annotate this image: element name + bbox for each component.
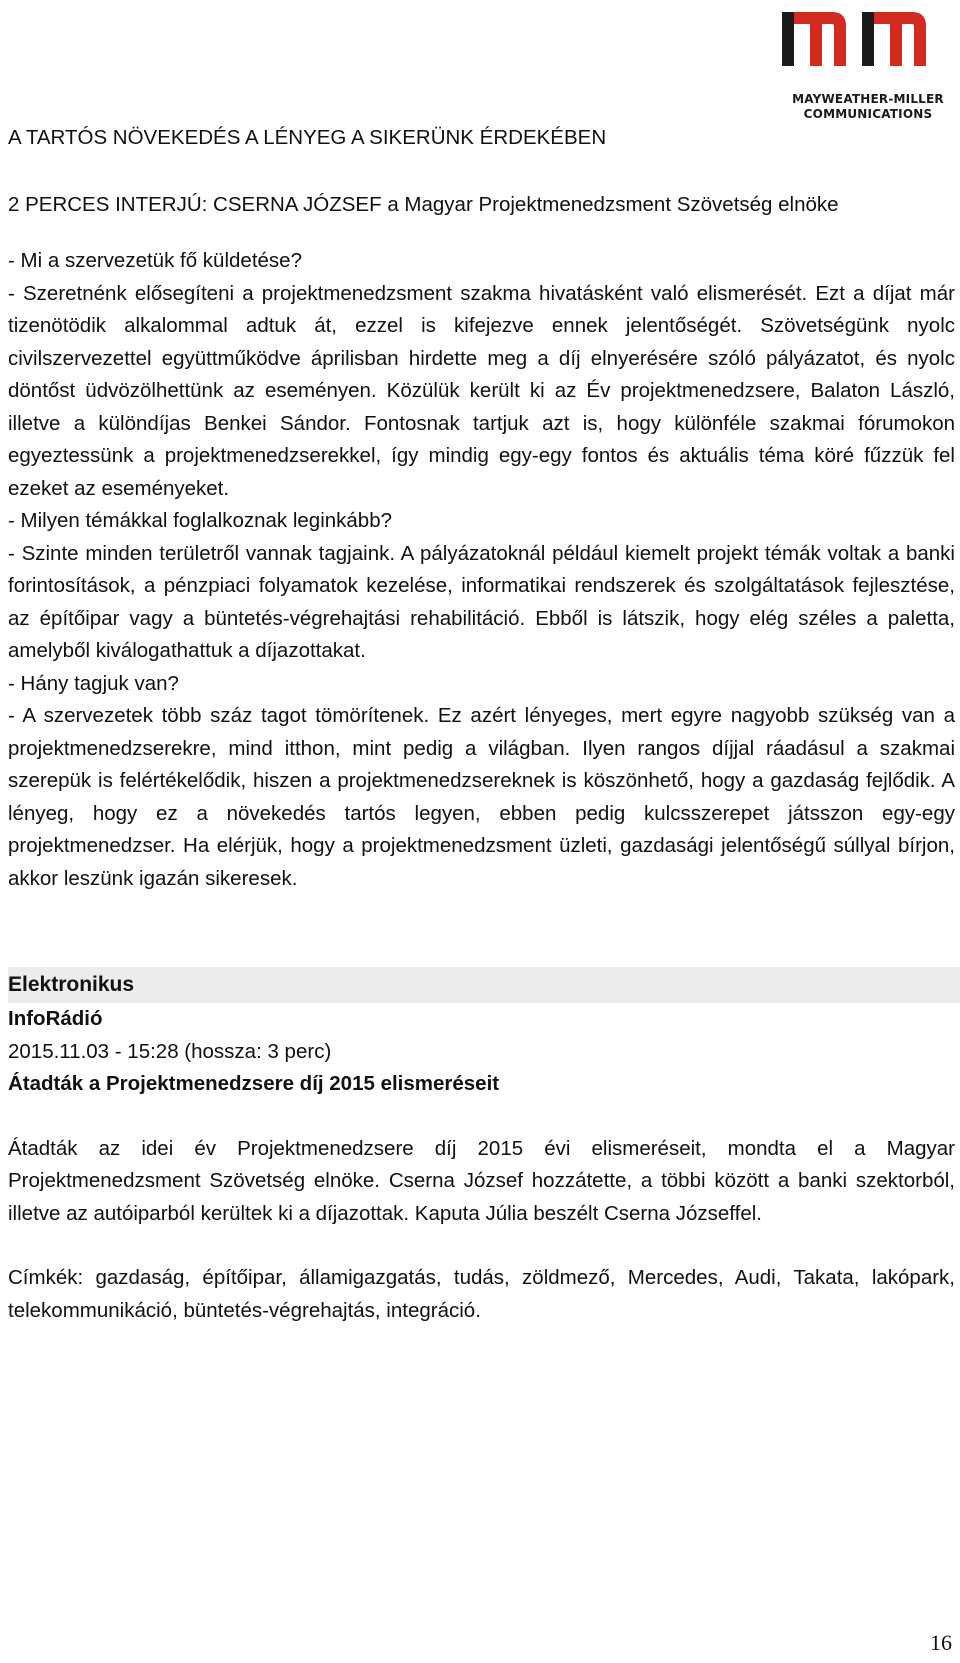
- broadcast-meta: 2015.11.03 - 15:28 (hossza: 3 perc): [8, 1039, 332, 1063]
- news-body: Átadták az idei év Projektmenedzsere díj 2015 évi elismeréseit, mondta el a Magyar Projektmenedzsment Szövetség elnöke. Cserna József hozzátette, a többi között a banki szektorból, illetve az autóiparból kerültek ki a díjazottak. Kaputa Júlia beszélt Cserna Józseffel.: [8, 1136, 955, 1225]
- news-title: Átadták a Projektmenedzsere díj 2015 elismeréseit: [8, 1072, 500, 1095]
- interview-question: - Milyen témákkal foglalkoznak leginkább?: [8, 509, 393, 532]
- section-heading: Elektronikus: [8, 967, 960, 1003]
- interview-answer: - A szervezetek több száz tagot tömörítenek. Ez azért lényeges, mert egyre nagyobb szükség van a projektmenedzserekre, mind itthon, mint pedig a világban. Ilyen rangos díjjal ráadásul a szakmai szerepük is felértékelődik, hiszen a projektmenedzsereknek is köszönhető, hogy a gazdaság fejlődik. A lényeg, hogy ez a növekedés tartós legyen, ebben pedig kulcsszerepet játsszon egy-egy projektmenedzser. Ha elérjük, hogy a projektmenedzsment üzleti, gazdasági jelentőségű súllyal bírjon, akkor leszünk igazán sikeresek.: [8, 704, 955, 890]
- logo-text-line1: MAYWEATHER-MILLER: [792, 92, 944, 106]
- article-headline: A TARTÓS NÖVEKEDÉS A LÉNYEG A SIKERÜNK ÉRDEKÉBEN: [8, 126, 607, 149]
- logo-mark-icon: [780, 8, 956, 88]
- company-logo: [780, 8, 956, 124]
- page-number: 16: [930, 1630, 952, 1655]
- article-subheadline: 2 PERCES INTERJÚ: CSERNA JÓZSEF a Magyar Projektmenedzsment Szövetség elnöke: [8, 192, 839, 216]
- interview-answer: - Szeretnénk elősegíteni a projektmenedzsment szakma hivatásként való elismerését. Ezt a díjat már tizenötödik alkalommal adtuk át, ezzel is kifejezve ennek jelentőségét. Szövetségünk nyolc civilszervezettel együttműködve áprilisban hirdette meg a díj elnyerésére szóló pályázatot, és nyolc döntőst üdvözölhettünk az eseményen. Közülük került ki az Év projektmenedzsere, Balaton László, illetve a különdíjas Benkei Sándor. Fontosnak tartjuk azt is, hogy különféle szakmai fórumokon egyeztessünk a projektmenedzserekkel, így mindig egy-egy fontos és aktuális téma köré fűzzük fel ezeket az eseményeket.: [8, 281, 955, 500]
- media-source: InfoRádió: [8, 1007, 103, 1030]
- logo-text-line2: COMMUNICATIONS: [803, 107, 933, 121]
- interview-question: - Hány tagjuk van?: [8, 671, 179, 695]
- interview-question: - Mi a szervezetük fő küldetése?: [8, 249, 302, 272]
- news-tags: Címkék: gazdaság, építőipar, államigazgatás, tudás, zöldmező, Mercedes, Audi, Takata, lakópark, telekommunikáció, büntetés-végrehajtás, integráció.: [8, 1266, 955, 1322]
- interview-answer: - Szinte minden területről vannak tagjaink. A pályázatoknál például kiemelt projekt témák voltak a banki forintosítások, a pénzpiaci folyamatok kezelése, informatikai rendszerek és szolgáltatások fejlesztése, az építőipar vagy a büntetés-végrehajtási rehabilitáció. Ebből is látszik, hogy elég széles a paletta, amelyből kiválogathattuk a díjazottakat.: [8, 541, 955, 662]
- document-body: [8, 122, 955, 1327]
